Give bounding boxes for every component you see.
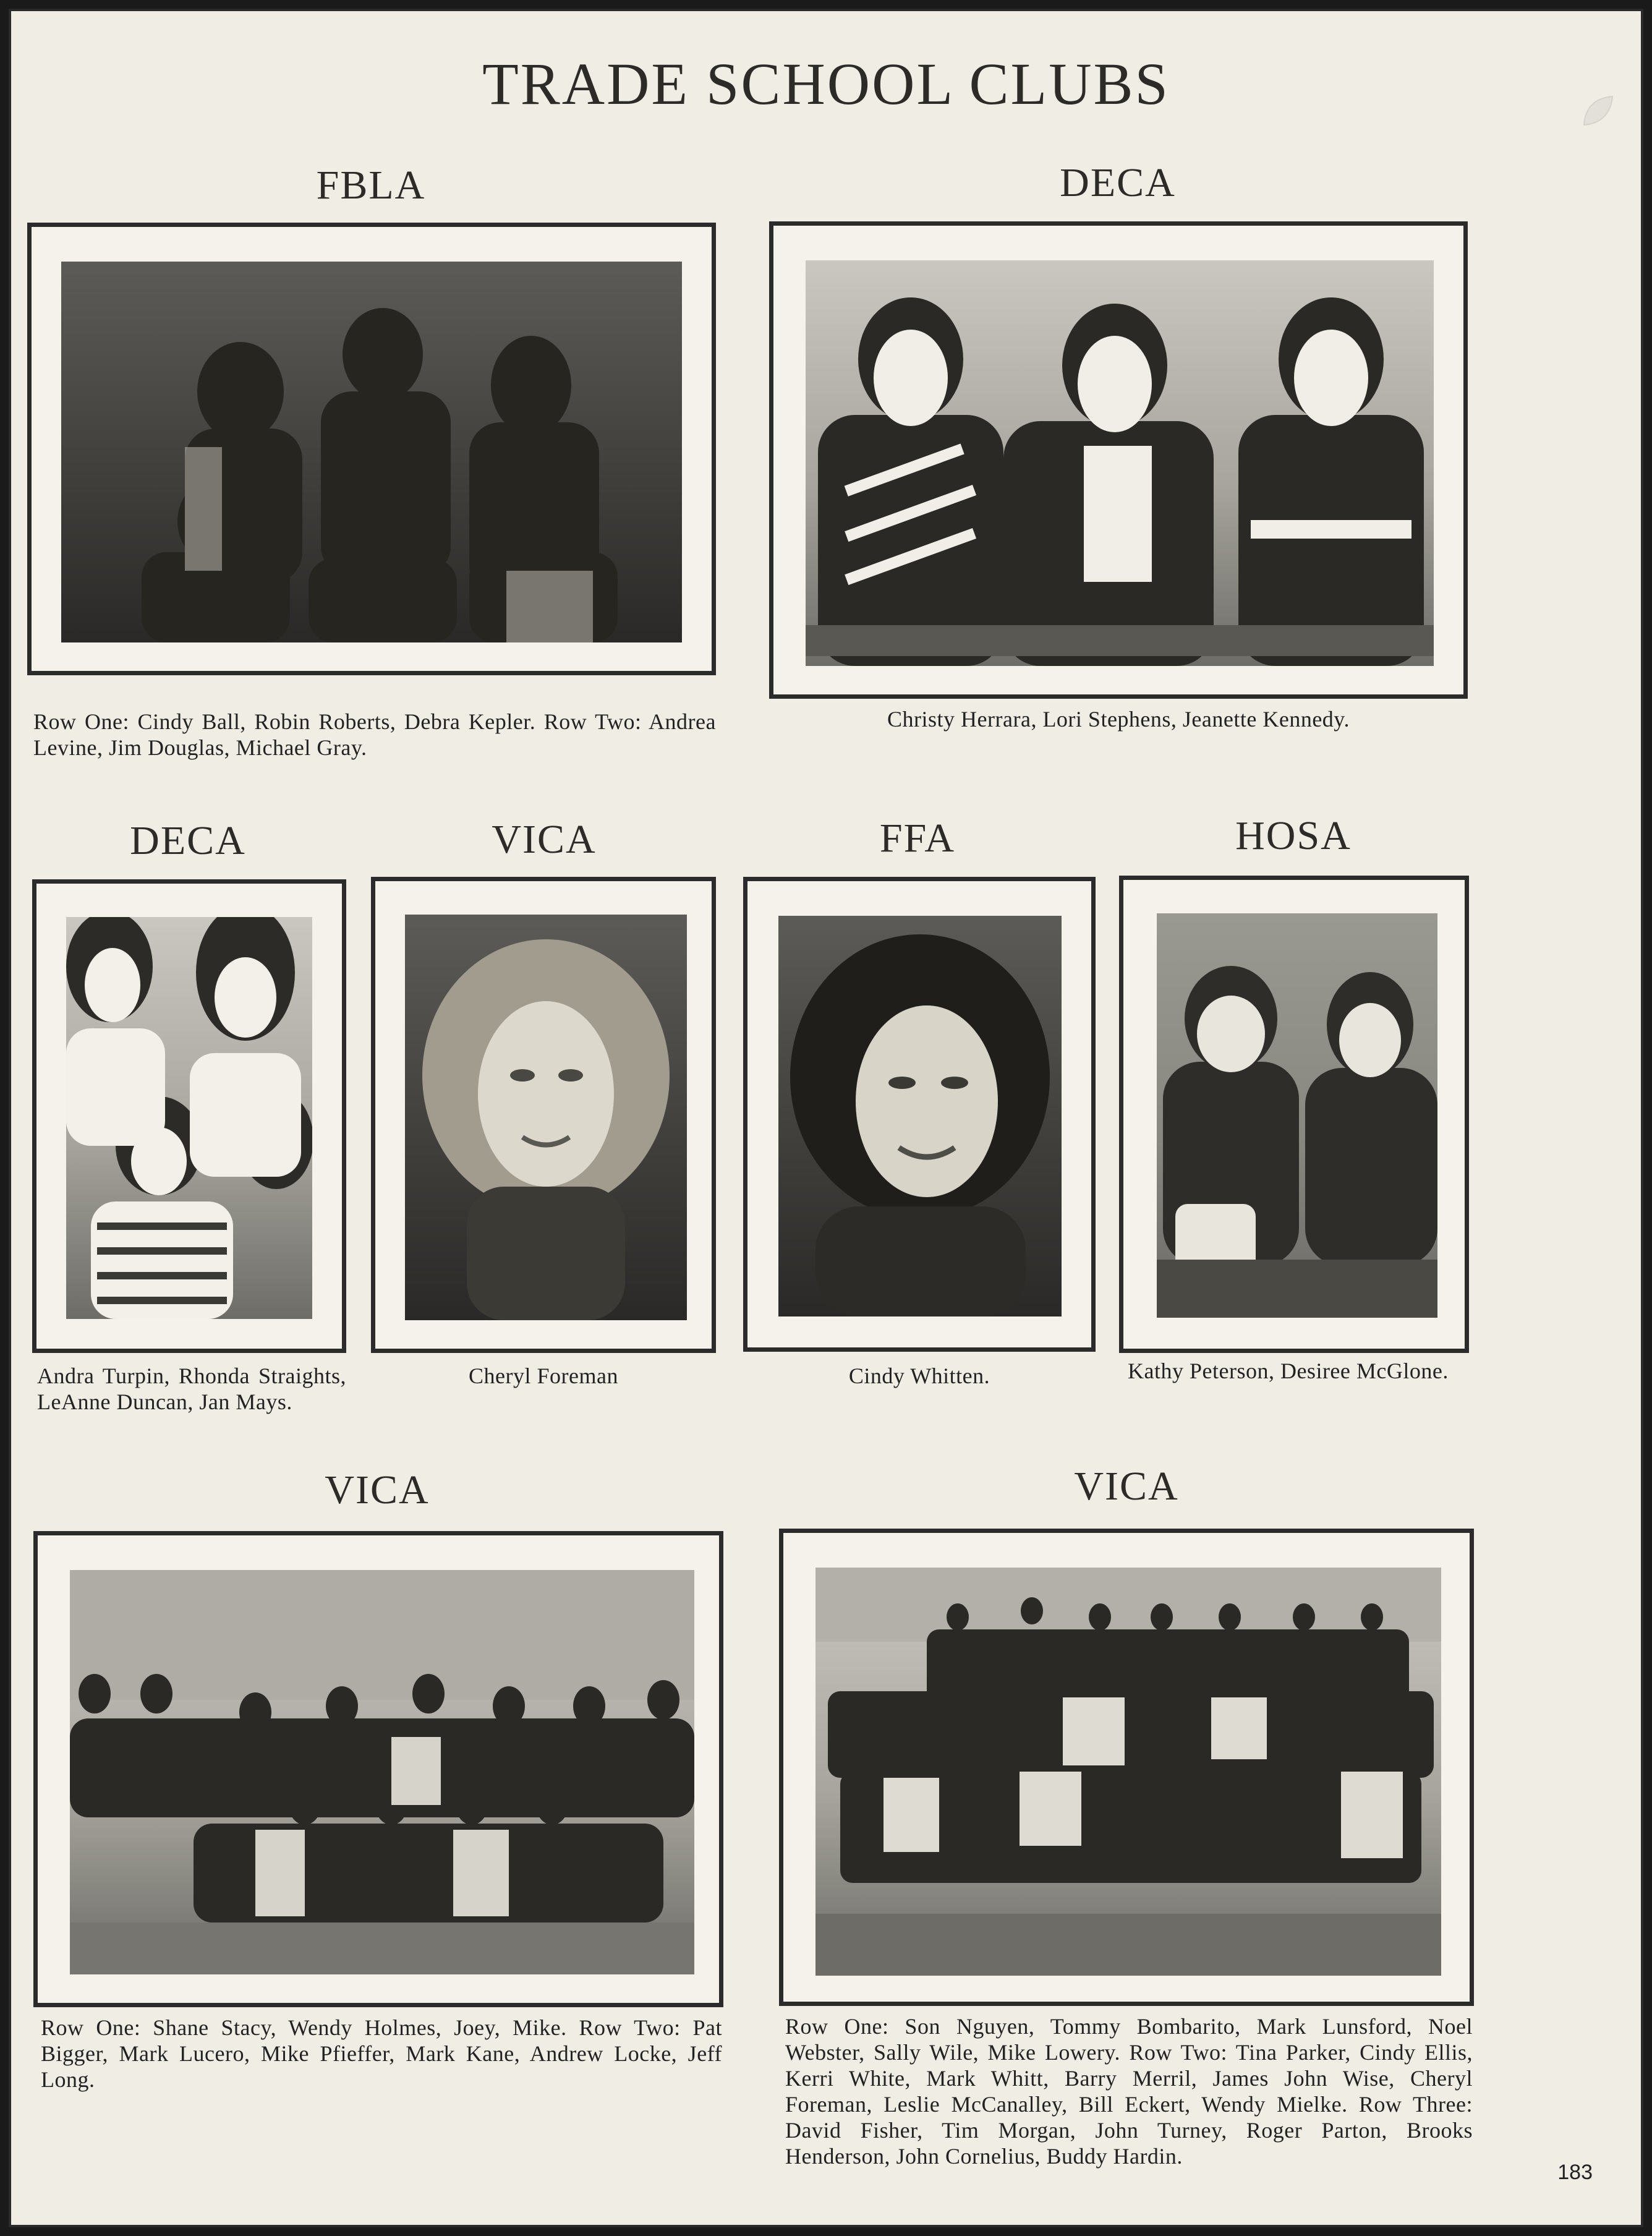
ffa-heading: FFA xyxy=(879,816,956,861)
vica-right-heading: VICA xyxy=(1074,1464,1179,1509)
ffa-caption: Cindy Whitten. xyxy=(848,1363,990,1388)
hosa-photo-frame xyxy=(1119,876,1469,1353)
vica-portrait-photo xyxy=(405,915,687,1320)
vica-right-group-photo xyxy=(815,1568,1441,1976)
deca-small-heading: DECA xyxy=(130,818,246,863)
deca-top-heading: DECA xyxy=(1060,160,1176,205)
hosa-group-photo xyxy=(1157,913,1437,1318)
deca-top-caption: Christy Herrara, Lori Stephens, Jeanette Kennedy. xyxy=(887,707,1350,732)
ffa-portrait-photo xyxy=(778,916,1062,1316)
group-photo-icon xyxy=(70,1570,694,1974)
vica-portrait-caption: Cheryl Foreman xyxy=(469,1363,618,1388)
page-number: 183 xyxy=(1557,2161,1593,2184)
vica-portrait-photo-frame xyxy=(371,877,716,1353)
deca-top-group-photo xyxy=(806,260,1434,666)
deca-small-group-photo xyxy=(66,917,312,1319)
vica-right-photo-frame xyxy=(779,1529,1474,2006)
fbla-group-photo xyxy=(61,262,682,642)
hosa-caption: Kathy Peterson, Desiree McGlone. xyxy=(1128,1359,1449,1383)
group-photo-icon xyxy=(66,917,312,1319)
hosa-heading: HOSA xyxy=(1235,813,1352,858)
portrait-photo-icon xyxy=(778,916,1062,1316)
vica-right-caption: Row One: Son Nguyen, Tommy Bombarito, Mark Lunsford, Noel Webster, Sally Wile, Mike Lowery. Row Two: Tina Parker, Cindy Ellis, Kerri White, Mark Whitt, Barry Merril, James John Wise, Cheryl Foreman, Leslie McCanalley, Bill Eckert, Wendy Mielke. Row Three: David Fisher, Tim Morgan, John Turney, Roger Parton, Brooks Henderson, John Cornelius, Buddy Hardin. xyxy=(785,2014,1473,2169)
fbla-photo-frame xyxy=(27,223,716,675)
page-title: TRADE SCHOOL CLUBS xyxy=(482,51,1170,117)
fbla-heading: FBLA xyxy=(316,163,426,208)
vica-left-heading: VICA xyxy=(325,1467,430,1513)
fbla-caption: Row One: Cindy Ball, Robin Roberts, Debra Kepler. Row Two: Andrea Levine, Jim Douglas, Michael Gray. xyxy=(33,709,716,760)
ffa-photo-frame xyxy=(743,877,1096,1352)
deca-small-caption: Andra Turpin, Rhonda Straights, LeAnne Duncan, Jan Mays. xyxy=(37,1363,346,1414)
portrait-photo-icon xyxy=(405,915,687,1320)
group-photo-icon xyxy=(61,262,682,642)
group-photo-icon xyxy=(1157,913,1437,1318)
deca-top-photo-frame xyxy=(769,221,1468,699)
group-photo-icon xyxy=(815,1568,1441,1976)
vica-left-caption: Row One: Shane Stacy, Wendy Holmes, Joey, Mike. Row Two: Pat Bigger, Mark Lucero, Mike Pfieffer, Mark Kane, Andrew Locke, Jeff Long. xyxy=(41,2015,722,2092)
vica-left-group-photo xyxy=(70,1570,694,1974)
group-photo-icon xyxy=(806,260,1434,666)
vica-left-photo-frame xyxy=(33,1531,723,2007)
vica-portrait-heading: VICA xyxy=(492,817,597,862)
deca-small-photo-frame xyxy=(32,879,346,1353)
